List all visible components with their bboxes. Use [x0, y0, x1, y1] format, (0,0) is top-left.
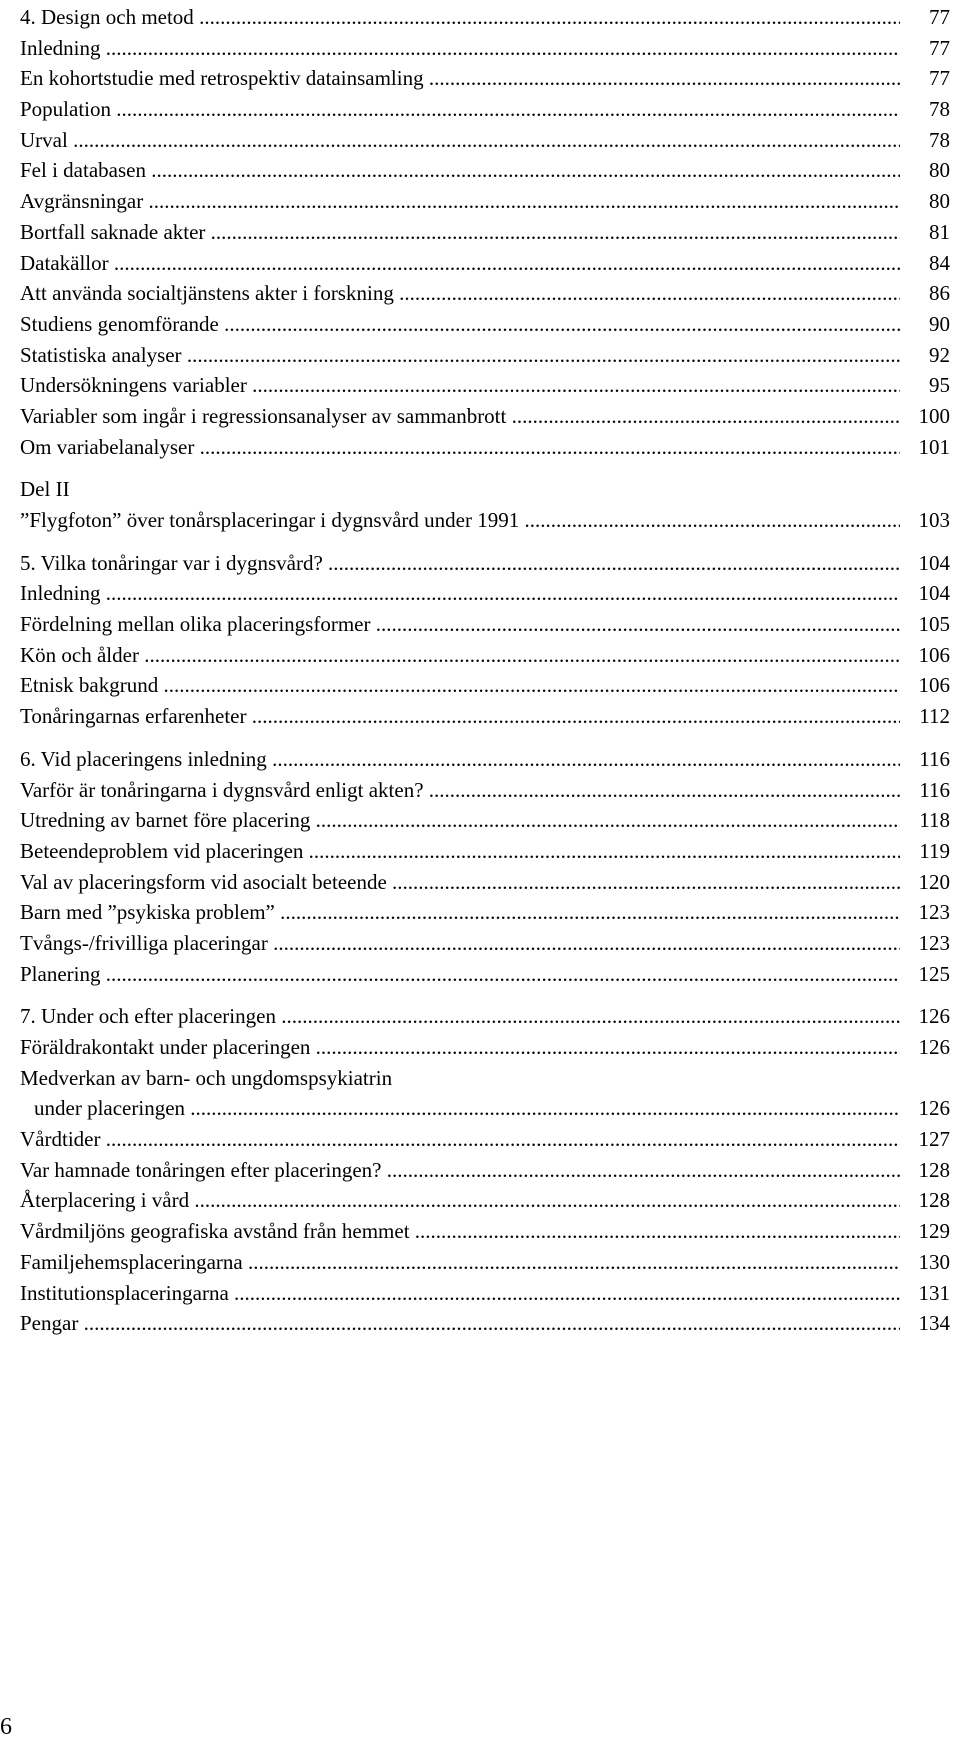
- toc-section-vilka-tonaringar: [20, 548, 950, 732]
- toc-entry[interactable]: [20, 186, 950, 217]
- toc-entry[interactable]: [20, 432, 950, 463]
- toc-entry-title: 4. Design och metod: [20, 5, 194, 29]
- toc-entry-title: Population: [20, 97, 112, 122]
- toc-entry-title: Urval: [20, 127, 68, 152]
- toc-entry-title: Tvångs-/frivilliga placeringar: [20, 930, 268, 955]
- toc-entry-title: Återplacering i vård: [20, 1188, 190, 1213]
- toc-entry[interactable]: [20, 1308, 950, 1339]
- toc-entry-title: Variabler som ingår i regressionsanalyser av sammanbrott: [20, 403, 507, 428]
- toc-entry[interactable]: [20, 775, 950, 806]
- toc-entry-title: ”Flygfoton” över tonårsplaceringar i dygnsvård under 1991: [20, 508, 520, 532]
- toc-entry[interactable]: [20, 217, 950, 248]
- toc-entry[interactable]: [20, 248, 950, 279]
- toc-entry[interactable]: [20, 33, 950, 64]
- toc-entry[interactable]: [20, 340, 950, 371]
- toc-entry[interactable]: [20, 1185, 950, 1216]
- toc-entry[interactable]: [20, 836, 950, 867]
- toc-entry[interactable]: [20, 1247, 950, 1278]
- toc-entry-title: Inledning: [20, 581, 101, 606]
- toc-entry-page: 120: [918, 869, 950, 894]
- toc-entry[interactable]: [20, 867, 950, 898]
- toc-entry-title: 5. Vilka tonåringar var i dygnsvård?: [20, 550, 323, 575]
- toc-entry-title: Att använda socialtjänstens akter i forskning: [20, 281, 394, 306]
- page-number: 6: [0, 1714, 12, 1740]
- toc-entry-page: 106: [918, 642, 950, 667]
- toc-entry[interactable]: [20, 63, 950, 94]
- toc-entry-title: Fel i databasen: [20, 158, 146, 183]
- toc-entry-title: Avgränsningar: [20, 189, 144, 214]
- toc-entry-page: 103: [918, 508, 950, 532]
- toc-entry[interactable]: [20, 1063, 950, 1094]
- toc-entry[interactable]: [20, 1278, 950, 1309]
- toc-entry[interactable]: [20, 1032, 950, 1063]
- toc-entry[interactable]: [20, 670, 950, 701]
- toc-entry-page: 106: [918, 673, 950, 698]
- toc-entry-page: 126: [918, 1096, 950, 1121]
- toc-entry-page: 84: [929, 250, 950, 275]
- toc-entry-page: 116: [919, 777, 950, 802]
- toc-entry[interactable]: [20, 1093, 950, 1124]
- toc-entry-title: Datakällor: [20, 250, 109, 275]
- toc-entry-page: 77: [929, 66, 950, 91]
- toc-entry-page: 92: [929, 342, 950, 367]
- toc-entry[interactable]: [20, 928, 950, 959]
- toc-entry-page: 100: [918, 403, 950, 428]
- toc-entry-title: Pengar: [20, 1311, 79, 1336]
- toc-entry-title: Etnisk bakgrund: [20, 673, 159, 698]
- toc-entry-title: 7. Under och efter placeringen: [20, 1004, 276, 1029]
- toc-entry-page: 118: [919, 808, 950, 833]
- toc-entry[interactable]: [20, 505, 950, 536]
- toc-entry-page: 127: [918, 1127, 950, 1152]
- toc-entry[interactable]: [20, 640, 950, 671]
- toc-entry-title: Bortfall saknade akter: [20, 219, 206, 244]
- toc-entry-page: 112: [919, 704, 950, 729]
- toc-entry-page: 78: [929, 127, 950, 152]
- table-of-contents: [20, 2, 950, 1339]
- toc-entry-title: Var hamnade tonåringen efter placeringen?: [20, 1157, 382, 1182]
- toc-entry-title: Varför är tonåringarna i dygnsvård enligt akten?: [20, 777, 424, 802]
- toc-entry-page: 81: [929, 219, 950, 244]
- toc-entry[interactable]: [20, 94, 950, 125]
- toc-entry-page: 116: [919, 746, 950, 771]
- toc-entry[interactable]: [20, 278, 950, 309]
- toc-entry-title: Barn med ”psykiska problem”: [20, 900, 275, 925]
- toc-entry-page: 131: [918, 1280, 950, 1305]
- toc-entry-title: Medverkan av barn- och ungdomspsykiatrin: [20, 1065, 393, 1090]
- toc-entry-page: 128: [918, 1157, 950, 1182]
- toc-section-vid-placeringens-inledning: [20, 744, 950, 990]
- toc-entry[interactable]: [20, 744, 950, 775]
- toc-entry-page: 104: [918, 581, 950, 606]
- toc-entry-title: Vårdmiljöns geografiska avstånd från hemmet: [20, 1219, 410, 1244]
- toc-entry-page: 126: [918, 1035, 950, 1059]
- part-heading: Del II: [20, 477, 70, 502]
- toc-entry-title: En kohortstudie med retrospektiv datainsamling: [20, 66, 424, 91]
- toc-entry-page: 104: [918, 550, 950, 575]
- toc-entry[interactable]: [20, 370, 950, 401]
- toc-entry-title: Undersökningens variabler: [20, 373, 247, 398]
- toc-entry-page: 86: [929, 281, 950, 306]
- toc-entry-page: 134: [918, 1311, 950, 1336]
- toc-entry-page: 101: [918, 434, 950, 459]
- toc-entry-page: 130: [918, 1249, 950, 1274]
- toc-entry[interactable]: [20, 2, 950, 33]
- toc-entry-page: 123: [918, 900, 950, 925]
- toc-entry-title: Val av placeringsform vid asocialt beteende: [20, 869, 387, 894]
- toc-entry-page: 126: [918, 1004, 950, 1029]
- toc-entry-page: 125: [918, 961, 950, 986]
- toc-entry-title: Familjehemsplaceringarna: [20, 1249, 243, 1274]
- toc-entry-title: Om variabelanalyser: [20, 434, 195, 459]
- toc-entry-title: Utredning av barnet före placering: [20, 808, 311, 833]
- toc-entry-page: 78: [929, 97, 950, 122]
- toc-entry[interactable]: [20, 1001, 950, 1032]
- toc-part-heading: [20, 474, 950, 505]
- toc-entry-title: Fördelning mellan olika placeringsformer: [20, 612, 371, 637]
- toc-entry-page: 105: [918, 612, 950, 637]
- toc-entry-title: Planering: [20, 961, 101, 986]
- toc-section-design-och-metod: [20, 2, 950, 462]
- toc-entry-page: 90: [929, 311, 950, 336]
- toc-section-under-och-efter: [20, 1001, 950, 1339]
- toc-entry-page: 77: [929, 5, 950, 29]
- toc-entry-page: 123: [918, 930, 950, 955]
- toc-entry[interactable]: [20, 701, 950, 732]
- toc-entry-title: Statistiska analyser: [20, 342, 182, 367]
- toc-entry[interactable]: [20, 959, 950, 990]
- toc-entry-title: Studiens genomförande: [20, 311, 219, 336]
- toc-entry-title: 6. Vid placeringens inledning: [20, 746, 267, 771]
- toc-entry[interactable]: [20, 155, 950, 186]
- toc-entry-page: 128: [918, 1188, 950, 1213]
- toc-entry-page: 80: [929, 189, 950, 214]
- toc-entry-page: 129: [918, 1219, 950, 1244]
- toc-entry-page: 80: [929, 158, 950, 183]
- toc-entry[interactable]: [20, 1216, 950, 1247]
- toc-entry-title: Vårdtider: [20, 1127, 101, 1152]
- toc-entry[interactable]: [20, 578, 950, 609]
- toc-entry[interactable]: [20, 309, 950, 340]
- toc-entry-title: Föräldrakontakt under placeringen: [20, 1035, 311, 1059]
- toc-entry[interactable]: [20, 548, 950, 579]
- toc-entry[interactable]: [20, 1124, 950, 1155]
- toc-entry[interactable]: [20, 1155, 950, 1186]
- toc-entry-title: Beteendeproblem vid placeringen: [20, 838, 304, 863]
- toc-entry[interactable]: [20, 609, 950, 640]
- toc-entry-title: Inledning: [20, 35, 101, 60]
- toc-entry-page: 77: [929, 35, 950, 60]
- toc-entry-page: 95: [929, 373, 950, 398]
- toc-entry-title: Institutionsplaceringarna: [20, 1280, 229, 1305]
- toc-entry[interactable]: [20, 125, 950, 156]
- toc-entry-page: 119: [919, 838, 950, 863]
- toc-entry-title: Tonåringarnas erfarenheter: [20, 704, 247, 729]
- toc-entry-title: under placeringen: [34, 1096, 186, 1121]
- toc-entry[interactable]: [20, 897, 950, 928]
- toc-entry[interactable]: [20, 401, 950, 432]
- toc-entry[interactable]: [20, 805, 950, 836]
- toc-entry-title: Kön och ålder: [20, 642, 139, 667]
